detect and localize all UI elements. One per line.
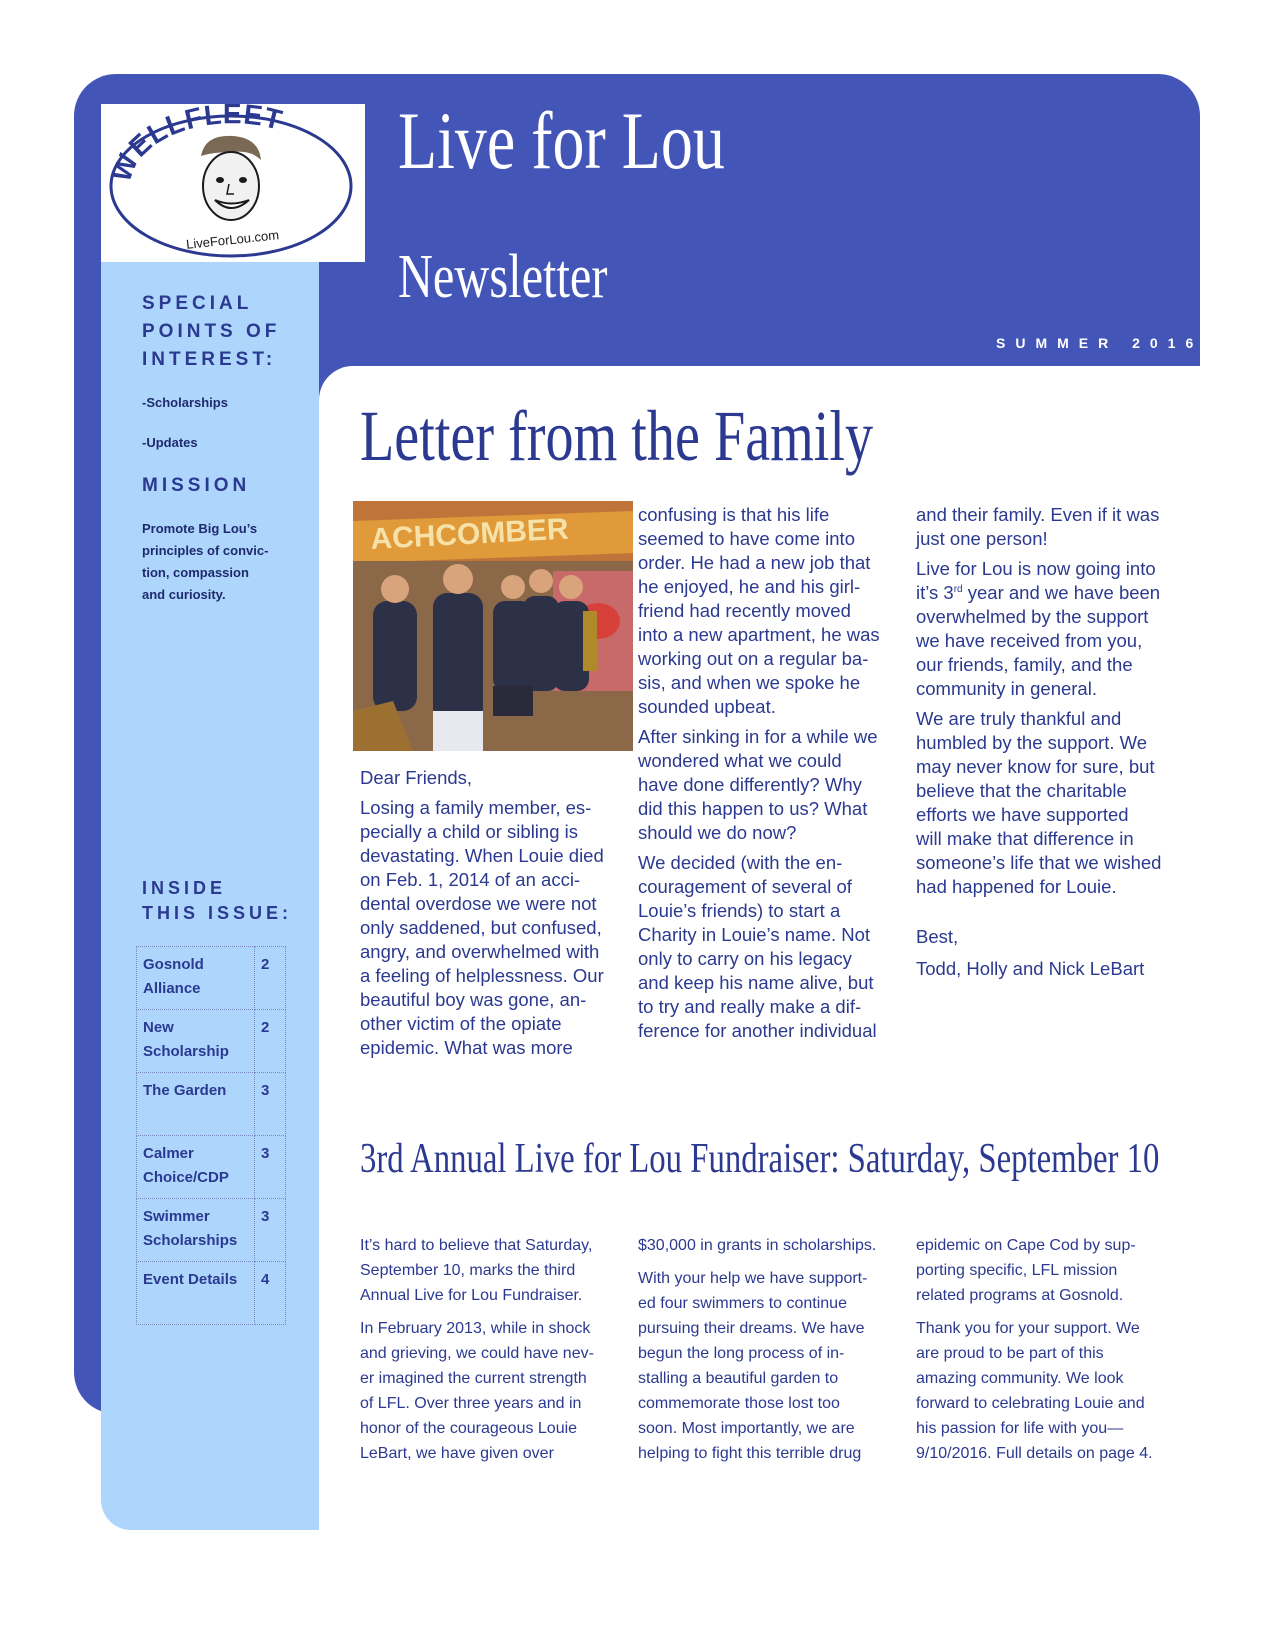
- mission-line: tion, compassion: [142, 565, 249, 580]
- paragraph: Thank you for your support. We are proud to be part of this amazing community. We look forward to celebrating Louie and his passion for life with you— 9/10/2016. Full details on page 4.: [916, 1320, 1153, 1462]
- paragraph: After sinking in for a while we wondered what we could have done differently? Why did this happen to us? What should we do now?: [638, 726, 878, 843]
- newsletter-subtitle: Newsletter: [398, 243, 608, 311]
- toc-title: Swimmer Scholarships: [137, 1199, 255, 1262]
- toc-page: 2: [255, 947, 286, 1010]
- paragraph: and their family. Even if it was just one person!: [916, 504, 1160, 549]
- band-photo: [353, 501, 633, 751]
- paragraph: $30,000 in grants in scholarships.: [638, 1237, 877, 1254]
- toc-row[interactable]: [137, 1262, 286, 1325]
- letter-heading: Letter from the Family: [360, 396, 874, 476]
- toc-title: Gosnold Alliance: [137, 947, 255, 1010]
- letter-column-1: [360, 766, 630, 1066]
- paragraph: We decided (with the en- couragement of several of Louie’s friends) to start a Charity in Louie’s name. Not only to carry on his legacy and keep his name alive, but to try and really make a dif- ference for another individual: [638, 852, 877, 1041]
- fundraiser-column-3: [916, 1233, 1186, 1474]
- paragraph: Dear Friends,: [360, 767, 473, 788]
- paragraph: confusing is that his life seemed to have come into order. He had a new job that he enjoyed, he and his girl- friend had recently moved into a new apartment, he was working out on a regular ba- sis, and when we spoke he sounded upbeat.: [638, 504, 880, 717]
- photo-sign-text: ACHCOMBER: [369, 512, 570, 556]
- special-item: -Scholarships: [142, 395, 228, 410]
- paragraph: epidemic on Cape Cod by sup- porting specific, LFL mission related programs at Gosnold.: [916, 1237, 1136, 1304]
- inside-issue-heading: [142, 876, 292, 926]
- toc-page: 3: [255, 1136, 286, 1199]
- inside-heading-line: INSIDE: [142, 878, 227, 898]
- toc-title: Calmer Choice/CDP: [137, 1136, 255, 1199]
- toc-title: The Garden: [137, 1073, 255, 1136]
- fundraiser-column-2: [638, 1233, 908, 1474]
- special-points-heading: [142, 290, 280, 374]
- paragraph: We are truly thankful and humbled by the support. We may never know for sure, but believe that the charitable efforts we have supported will make that difference in someone’s life that we wished had happened for Louie.: [916, 708, 1162, 897]
- toc-page: 4: [255, 1262, 286, 1325]
- logo: [101, 104, 365, 262]
- toc-title: Event Details: [137, 1262, 255, 1325]
- mission-heading: MISSION: [142, 475, 251, 496]
- newsletter-title: Live for Lou: [398, 95, 725, 186]
- toc-row[interactable]: [137, 1199, 286, 1262]
- toc-row[interactable]: [137, 1073, 286, 1136]
- toc-title: New Scholarship: [137, 1010, 255, 1073]
- special-heading-line: POINTS OF: [142, 321, 281, 342]
- letter-column-2: [638, 503, 908, 1049]
- paragraph: In February 2013, while in shock and grieving, we could have nev- er imagined the current strength of LFL. Over three years and in honor of the courageous Louie LeBart, we have given over: [360, 1320, 594, 1462]
- toc-row[interactable]: [137, 1136, 286, 1199]
- logo-url-text: LiveForLou.com: [185, 227, 280, 252]
- letter-column-3: [916, 503, 1186, 987]
- logo-graphic: [101, 104, 365, 262]
- face-icon: [201, 136, 261, 220]
- paragraph: Losing a family member, es- pecially a child or sibling is devastating. When Louie died on Feb. 1, 2014 of an acci- dental overdose we were not only saddened, but confused, angry, and overwhelmed with a feeling of helplessness. Our beautiful boy was gone, an- other victim of the opiate epidemic. What was more: [360, 797, 604, 1058]
- mission-line: principles of convic-: [142, 543, 269, 558]
- mission-line: Promote Big Lou’s: [142, 521, 258, 536]
- toc-row[interactable]: [137, 947, 286, 1010]
- toc-row[interactable]: [137, 1010, 286, 1073]
- paragraph: It’s hard to believe that Saturday, September 10, marks the third Annual Live for Lou Fundraiser.: [360, 1237, 593, 1304]
- table-of-contents: [136, 946, 286, 1325]
- special-heading-line: INTEREST:: [142, 349, 277, 370]
- mission-text: [142, 518, 268, 606]
- logo-arc-text: WELLFLEET: [105, 104, 286, 186]
- signature: Todd, Holly and Nick LeBart: [916, 958, 1145, 979]
- inside-heading-line: THIS ISSUE:: [142, 903, 293, 923]
- toc-page: 2: [255, 1010, 286, 1073]
- mission-line: and curiosity.: [142, 587, 226, 602]
- signoff: Best,: [916, 926, 959, 947]
- fundraiser-column-1: [360, 1233, 630, 1474]
- paragraph: Live for Lou is now going into it’s 3rd year and we have been overwhelmed by the support we have received from you, our friends, family, and the community in general.: [916, 558, 1161, 699]
- toc-page: 3: [255, 1199, 286, 1262]
- special-heading-line: SPECIAL: [142, 293, 253, 314]
- toc-page: 3: [255, 1073, 286, 1136]
- paragraph: With your help we have support- ed four swimmers to continue pursuing their dreams. We have begun the long process of in- stalling a beautiful garden to commemorate those lost too soon. Most importantly, we are helping to fight this terrible drug: [638, 1270, 868, 1462]
- issue-date: SUMMER 2016: [996, 335, 1204, 351]
- fundraiser-heading: 3rd Annual Live for Lou Fundraiser: Saturday, September 10: [360, 1136, 1160, 1182]
- special-item: -Updates: [142, 435, 198, 450]
